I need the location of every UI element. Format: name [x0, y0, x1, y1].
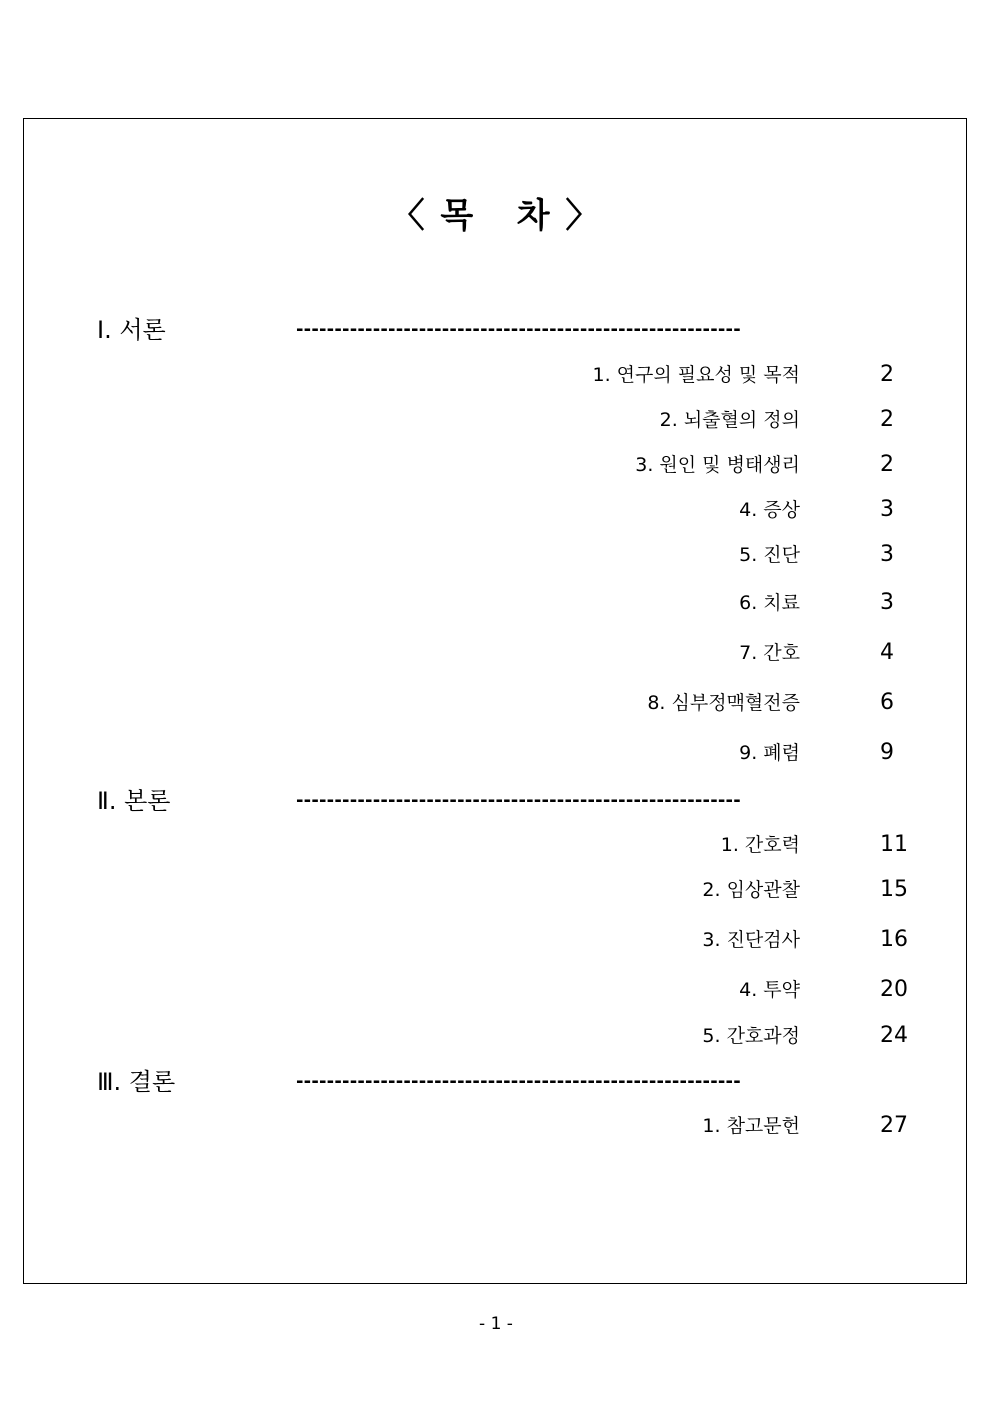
- toc-page-number: 2: [880, 362, 894, 387]
- toc-page-number: 3: [880, 497, 894, 522]
- toc-page-number: 24: [880, 1023, 908, 1048]
- toc-item[interactable]: 1. 연구의 필요성 및 목적: [592, 364, 800, 386]
- toc-item[interactable]: 2. 임상관찰: [702, 879, 800, 901]
- toc-page-number: 2: [880, 407, 894, 432]
- toc-item[interactable]: 3. 진단검사: [702, 929, 800, 951]
- page-footer-number: - 1 -: [479, 1314, 513, 1334]
- toc-page-number: 9: [880, 740, 894, 765]
- toc-page-number: 6: [880, 690, 894, 715]
- dotted-leader: ----------------------------------------------------------: [296, 1071, 741, 1092]
- toc-page-number: 3: [880, 542, 894, 567]
- toc-item[interactable]: 5. 진단: [739, 544, 800, 566]
- section-heading-body: Ⅱ. 본론: [97, 787, 171, 815]
- toc-item[interactable]: 1. 참고문헌: [702, 1115, 800, 1137]
- toc-item[interactable]: 3. 원인 및 병태생리: [635, 454, 800, 476]
- toc-item[interactable]: 5. 간호과정: [702, 1025, 800, 1047]
- dotted-leader: ----------------------------------------------------------: [296, 319, 741, 340]
- toc-page-number: 11: [880, 832, 908, 857]
- toc-page-number: 27: [880, 1113, 908, 1138]
- page-border: [23, 118, 967, 1284]
- toc-item[interactable]: 4. 투약: [739, 979, 800, 1001]
- toc-item[interactable]: 7. 간호: [739, 642, 800, 664]
- toc-page-number: 4: [880, 640, 894, 665]
- section-heading-conclusion: Ⅲ. 결론: [97, 1068, 176, 1096]
- dotted-leader: ----------------------------------------------------------: [296, 790, 741, 811]
- toc-page-number: 3: [880, 590, 894, 615]
- toc-item[interactable]: 1. 간호력: [720, 834, 800, 856]
- toc-page-number: 16: [880, 927, 908, 952]
- toc-page-number: 20: [880, 977, 908, 1002]
- toc-item[interactable]: 6. 치료: [739, 592, 800, 614]
- toc-page-number: 15: [880, 877, 908, 902]
- section-heading-intro: Ⅰ. 서론: [97, 316, 166, 344]
- toc-item[interactable]: 8. 심부정맥혈전증: [647, 692, 800, 714]
- toc-title: 〈 목 차 〉: [390, 196, 602, 236]
- toc-item[interactable]: 4. 증상: [739, 499, 800, 521]
- toc-item[interactable]: 9. 폐렴: [739, 742, 800, 764]
- toc-page-number: 2: [880, 452, 894, 477]
- toc-item[interactable]: 2. 뇌출혈의 정의: [659, 409, 800, 431]
